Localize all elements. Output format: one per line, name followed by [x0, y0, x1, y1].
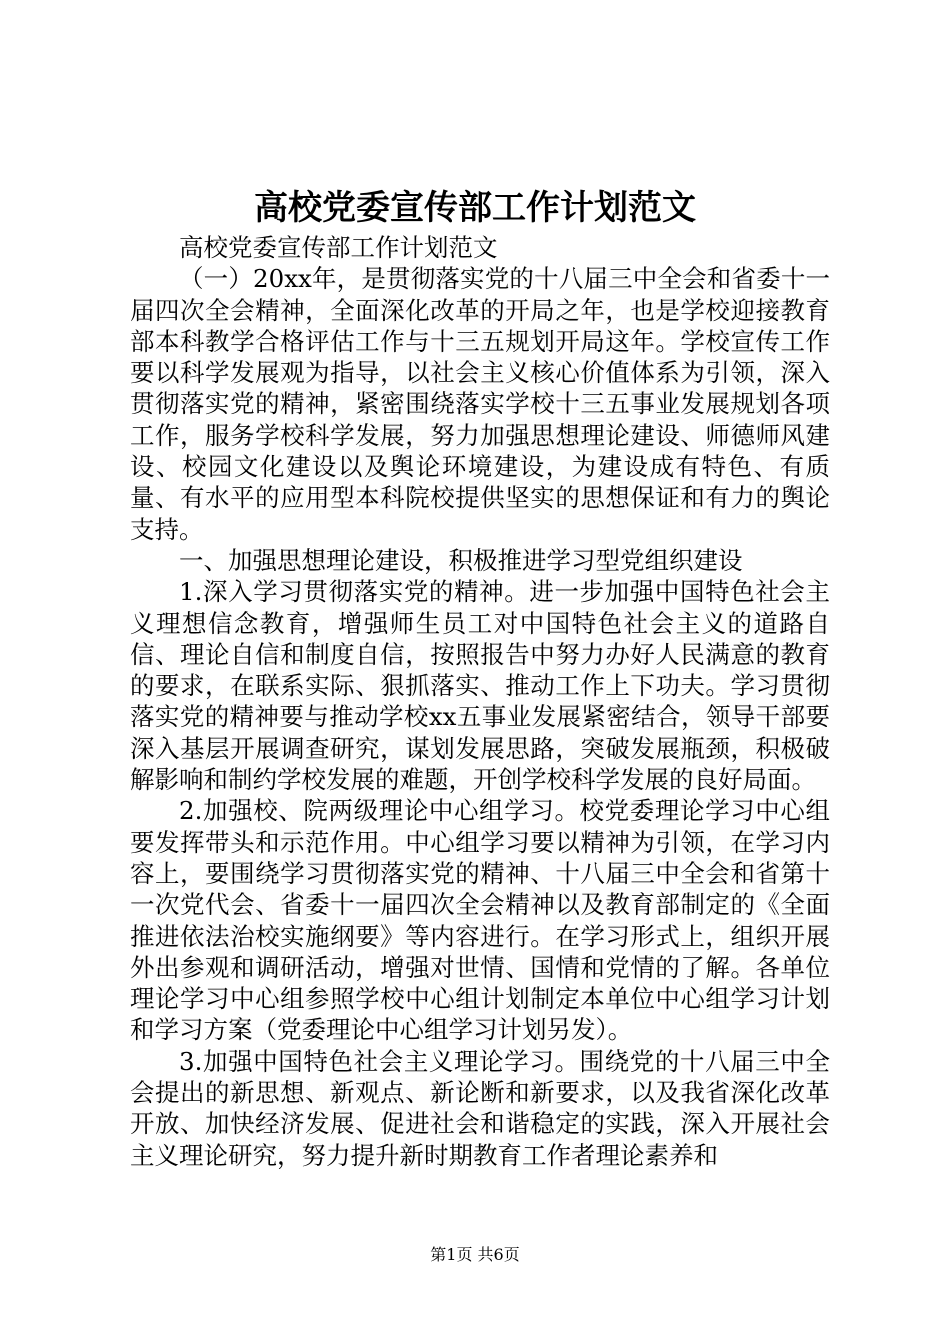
paragraph-subtitle: 高校党委宣传部工作计划范文 — [179, 233, 498, 262]
section-heading-1: 一、加强思想理论建设，积极推进学习型党组织建设 — [179, 545, 743, 575]
document-body — [130, 232, 830, 1171]
paragraph-item-3: 3.加强中国特色社会主义理论学习。围绕党的十八届三中全会提出的新思想、新观点、新论断和新要求，以及我省深化改革开放、加快经济发展、促进社会和谐稳定的实践，深入开展社会主义理论研究，努力提升新时期教育工作者理论素养和 — [130, 1046, 830, 1170]
document-title: 高校党委宣传部工作计划范文 — [254, 188, 696, 228]
page-footer: 第1页 共6页 — [430, 1245, 520, 1264]
paragraph-item-2: 2.加强校、院两级理论中心组学习。校党委理论学习中心组要发挥带头和示范作用。中心组学习要以精神为引领，在学习内容上，要围绕学习贯彻落实党的精神、十八届三中全会和省第十一次党代会、省委十一届四次全会精神以及教育部制定的《全面推进依法治校实施纲要》等内容进行。在学习形式上，组织开展外出参观和调研活动，增强对世情、国情和党情的了解。各单位理论学习中心组参照学校中心组计划制定本单位中心组学习计划和学习方案（党委理论中心组学习计划另发）。 — [130, 796, 830, 1045]
paragraph-item-1: 1.深入学习贯彻落实党的精神。进一步加强中国特色社会主义理想信念教育，增强师生员工对中国特色社会主义的道路自信、理论自信和制度自信，按照报告中努力办好人民满意的教育的要求，在联系实际、狠抓落实、推动工作上下功夫。学习贯彻落实党的精神要与推动学校xx五事业发展紧密结合，领导干部要深入基层开展调查研究，谋划发展思路，突破发展瓶颈，积极破解影响和制约学校发展的难题，开创学校科学发展的良好局面。 — [130, 577, 830, 795]
paragraph-intro: （一）20xx年，是贯彻落实党的十八届三中全会和省委十一届四次全会精神，全面深化改革的开局之年，也是学校迎接教育部本科教学合格评估工作与十三五规划开局这年。学校宣传工作要以科学发展观为指导，以社会主义核心价值体系为引领，深入贯彻落实党的精神，紧密围绕落实学校十三五事业发展规划各项工作，服务学校科学发展，努力加强思想理论建设、师德师风建设、校园文化建设以及舆论环境建设，为建设成有特色、有质量、有水平的应用型本科院校提供坚实的思想保证和有力的舆论支持。 — [130, 264, 830, 544]
